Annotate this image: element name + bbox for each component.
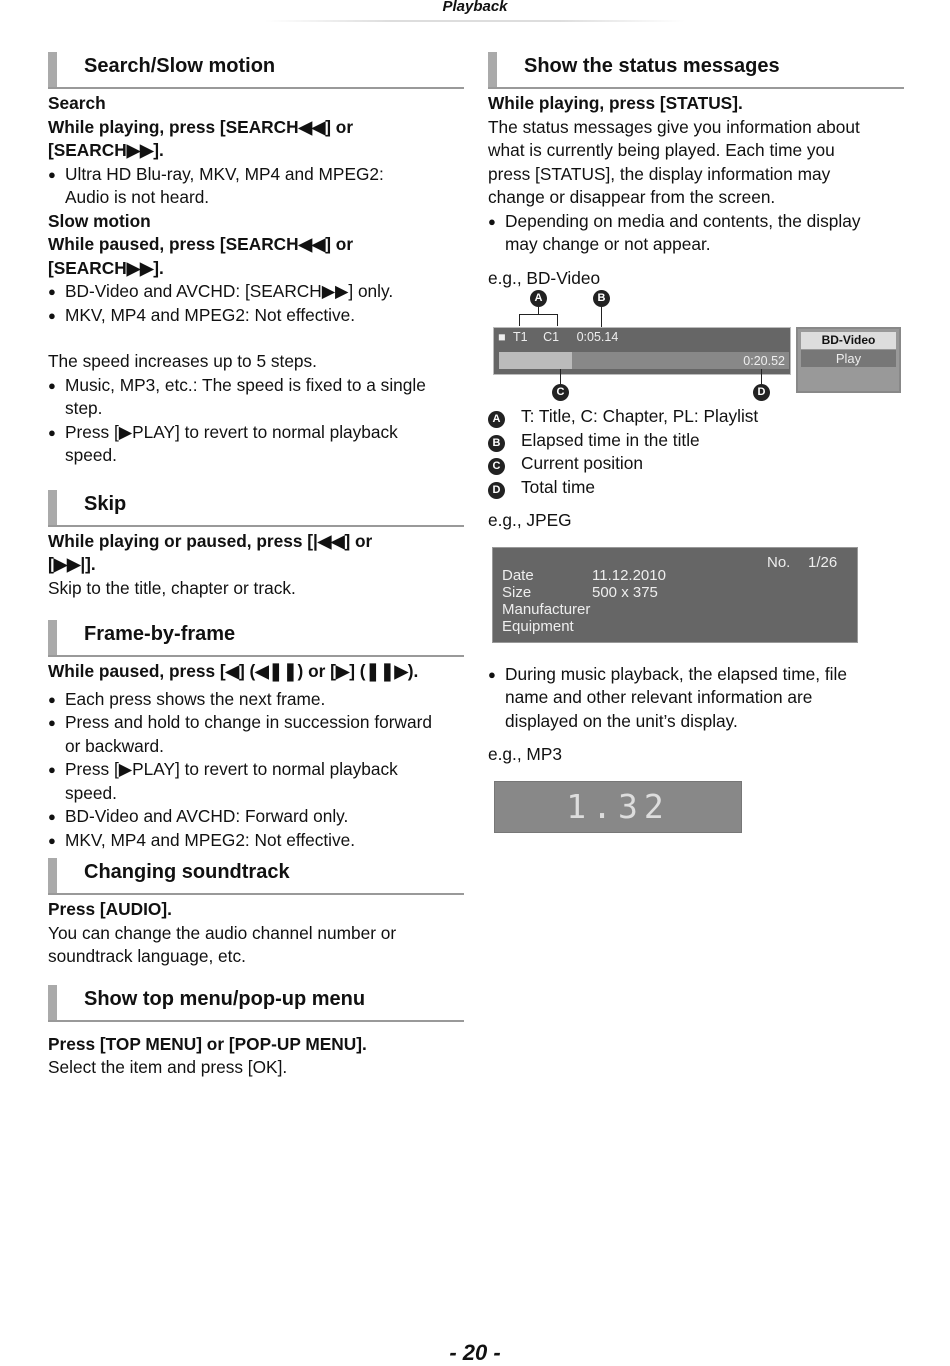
size-value: 500 x 375 bbox=[592, 583, 658, 601]
right-column bbox=[488, 52, 904, 833]
speed-text: The speed increases up to 5 steps. bbox=[48, 351, 317, 371]
bullet-text: speed. bbox=[65, 782, 117, 803]
heading-title: Show top menu/pop-up menu bbox=[84, 987, 366, 1010]
bullet-text: Music, MP3, etc.: The speed is fixed to a single bbox=[65, 374, 426, 395]
marker-d-icon: D bbox=[488, 482, 505, 499]
bullet-item bbox=[48, 421, 464, 468]
bullet-item: ● Each press shows the next frame. bbox=[48, 688, 464, 712]
equipment-label: Equipment bbox=[502, 617, 574, 635]
manufacturer-label: Manufacturer bbox=[502, 600, 591, 618]
skip-text: Skip to the title, chapter or track. bbox=[48, 577, 296, 598]
heading-bar bbox=[48, 985, 57, 1020]
bullet-item bbox=[48, 374, 464, 421]
status-text-4: change or disappear from the screen. bbox=[488, 187, 776, 207]
marker-b-icon: B bbox=[593, 290, 610, 307]
section-heading-frame bbox=[48, 620, 464, 657]
pointer-line bbox=[761, 369, 762, 384]
bullet-text: step. bbox=[65, 398, 103, 418]
page-header bbox=[0, 0, 950, 22]
heading-bar bbox=[48, 52, 57, 87]
heading-title: Show the status messages bbox=[524, 55, 780, 77]
header-title: Playback bbox=[442, 0, 508, 15]
topmenu-text: Select the item and press [OK]. bbox=[48, 1057, 288, 1077]
media-info-box bbox=[796, 327, 901, 393]
marker-b-icon: B bbox=[488, 435, 505, 452]
total-time: 0:20.52 bbox=[743, 354, 785, 368]
header-rule bbox=[265, 20, 685, 22]
bullet-text: may change or not appear. bbox=[505, 234, 711, 254]
progress-fill bbox=[499, 352, 572, 369]
legend-text: Elapsed time in the title bbox=[521, 429, 700, 450]
status-text-2: what is currently being played. Each time you bbox=[488, 140, 835, 160]
bullet-item: ● MKV, MP4 and MPEG2: Not effective. bbox=[48, 829, 464, 853]
image-number-value: 1/26 bbox=[808, 553, 838, 571]
play-state: Play bbox=[801, 350, 896, 367]
image-number-label: No. bbox=[767, 553, 791, 571]
bullet-text: name and other relevant information are bbox=[505, 687, 813, 707]
elapsed-time: 0:05.14 bbox=[576, 330, 619, 344]
example-mp3-label: e.g., MP3 bbox=[488, 744, 562, 764]
legend-text: T: Title, C: Chapter, PL: Playlist bbox=[521, 406, 759, 426]
example-bd-label: e.g., BD-Video bbox=[488, 267, 601, 288]
bullet-item bbox=[48, 711, 464, 758]
bullet-item: ● MKV, MP4 and MPEG2: Not effective. bbox=[48, 304, 464, 328]
heading-title: Search/Slow motion bbox=[84, 55, 276, 77]
legend-text: Total time bbox=[521, 476, 595, 497]
legend-list bbox=[488, 405, 904, 499]
status-text-3: press [STATUS], the display information may bbox=[488, 163, 831, 184]
pointer-line bbox=[557, 314, 558, 326]
date-label: Date bbox=[502, 566, 534, 584]
bullet-text: Ultra HD Blu-ray, MKV, MP4 and MPEG2: bbox=[65, 163, 384, 184]
bullet-text: Press [▶PLAY] to revert to normal playback bbox=[65, 759, 398, 779]
section-heading-soundtrack bbox=[48, 858, 464, 895]
heading-bar bbox=[48, 858, 57, 893]
status-instruction: While playing, press [STATUS]. bbox=[488, 93, 743, 113]
bullet-item: ● BD-Video and AVCHD: Forward only. bbox=[48, 805, 464, 829]
bullet-text: During music playback, the elapsed time, file bbox=[505, 663, 847, 684]
pointer-bracket bbox=[519, 314, 557, 315]
chapter-number: C1 bbox=[543, 330, 560, 344]
media-type: BD-Video bbox=[801, 332, 896, 349]
pointer-line bbox=[560, 369, 561, 384]
soundtrack-text-2: soundtrack language, etc. bbox=[48, 946, 246, 966]
status-info bbox=[498, 330, 618, 344]
soundtrack-text-1: You can change the audio channel number or bbox=[48, 922, 397, 943]
jpeg-info-display bbox=[492, 547, 858, 643]
section-heading-topmenu bbox=[48, 985, 464, 1022]
bullet-text: displayed on the unit’s display. bbox=[505, 710, 738, 731]
bullet-text: or backward. bbox=[65, 735, 164, 756]
bullet-item bbox=[488, 210, 904, 257]
slow-instruction-1: While paused, press [SEARCH◀◀] or bbox=[48, 234, 354, 254]
progress-bar bbox=[499, 352, 789, 369]
legend-item bbox=[488, 405, 904, 429]
date-value: 11.12.2010 bbox=[592, 566, 666, 584]
soundtrack-instruction: Press [AUDIO]. bbox=[48, 899, 172, 919]
heading-bar bbox=[48, 620, 57, 655]
bullet-item bbox=[48, 163, 464, 210]
marker-a-icon: A bbox=[530, 290, 547, 307]
left-column bbox=[48, 52, 464, 1080]
pointer-line bbox=[601, 307, 602, 327]
marker-c-icon: C bbox=[488, 458, 505, 475]
section-heading-status bbox=[488, 52, 904, 89]
legend-item bbox=[488, 429, 904, 453]
bullet-text: Audio is not heard. bbox=[65, 187, 210, 207]
slow-motion-label: Slow motion bbox=[48, 210, 151, 231]
topmenu-instruction: Press [TOP MENU] or [POP-UP MENU]. bbox=[48, 1033, 367, 1054]
heading-bar bbox=[488, 52, 497, 87]
skip-instruction-2: [▶▶|]. bbox=[48, 554, 96, 574]
marker-a-icon: A bbox=[488, 411, 505, 428]
bullet-item bbox=[48, 758, 464, 805]
search-instruction-2: [SEARCH▶▶]. bbox=[48, 140, 164, 160]
bullet-text: Press [▶PLAY] to revert to normal playback bbox=[65, 421, 398, 442]
frame-instruction: While paused, press [◀] (◀❚❚) or [▶] (❚❚▶). bbox=[48, 661, 419, 681]
heading-title: Frame-by-frame bbox=[84, 623, 236, 645]
slow-instruction-2: [SEARCH▶▶]. bbox=[48, 257, 164, 278]
mp3-unit-display: 1.32 bbox=[494, 781, 742, 833]
section-heading-search bbox=[48, 52, 464, 89]
bullet-text: Press and hold to change in succession forward bbox=[65, 712, 432, 732]
bullet-text: speed. bbox=[65, 445, 117, 465]
pointer-line bbox=[538, 307, 539, 314]
section-heading-skip bbox=[48, 490, 464, 527]
bullet-item bbox=[488, 663, 904, 734]
size-label: Size bbox=[502, 583, 532, 601]
skip-instruction-1: While playing or paused, press [|◀◀] or bbox=[48, 530, 373, 551]
legend-text: Current position bbox=[521, 453, 643, 473]
bullet-item: ● BD-Video and AVCHD: [SEARCH▶▶] only. bbox=[48, 280, 464, 304]
status-bar bbox=[493, 327, 791, 375]
bullet-text: Depending on media and contents, the display bbox=[505, 210, 861, 231]
marker-c-icon: C bbox=[552, 384, 569, 401]
title-number: T1 bbox=[513, 330, 528, 344]
marker-d-icon: D bbox=[753, 384, 770, 401]
page-number: - 20 - bbox=[449, 1340, 501, 1365]
example-jpeg-label: e.g., JPEG bbox=[488, 510, 572, 530]
search-instruction-1: While playing, press [SEARCH◀◀] or bbox=[48, 116, 354, 137]
pointer-line bbox=[519, 314, 520, 326]
stop-icon: ■ bbox=[498, 330, 506, 344]
status-text-1: The status messages give you information about bbox=[488, 116, 860, 137]
heading-title: Skip bbox=[84, 492, 127, 515]
search-label: Search bbox=[48, 93, 106, 113]
legend-item bbox=[488, 476, 904, 500]
heading-title: Changing soundtrack bbox=[84, 861, 290, 883]
bd-status-display-example bbox=[488, 290, 904, 405]
heading-bar bbox=[48, 490, 57, 525]
legend-item bbox=[488, 452, 904, 476]
